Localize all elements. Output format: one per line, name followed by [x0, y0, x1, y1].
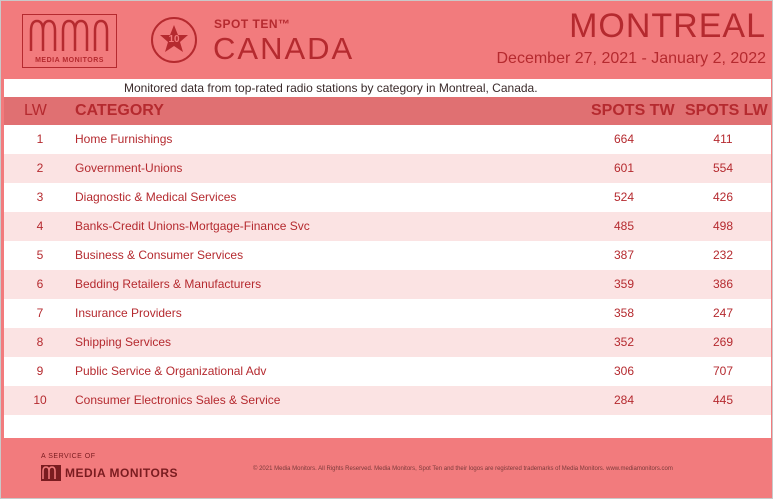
spots-tw-cell: 306 [613, 364, 635, 378]
subtitle-bar [4, 79, 771, 97]
spot-ten-label: SPOT TEN™ [214, 17, 291, 31]
rank-cell: 2 [36, 161, 44, 175]
category-cell: Diagnostic & Medical Services [75, 190, 237, 204]
category-cell: Home Furnishings [75, 132, 173, 146]
footer-brand: MEDIA MONITORS [65, 466, 179, 480]
table-row [4, 125, 771, 154]
category-cell: Shipping Services [75, 335, 172, 349]
copyright: © 2021 Media Monitors. All Rights Reserved. Media Monitors, Spot Ten and their logos are registered trademarks of Media Monitors. www.mediamonitors.com [253, 466, 673, 472]
table-row [4, 386, 771, 415]
spot-ten-badge [151, 17, 197, 63]
rank-cell: 6 [36, 277, 44, 291]
badge-number: 10 [168, 34, 180, 45]
header [1, 1, 773, 79]
media-monitors-logo [22, 14, 117, 68]
spots-tw-cell: 352 [613, 335, 635, 349]
table-row [4, 241, 771, 270]
spots-lw-cell: 426 [712, 190, 734, 204]
category-cell: Business & Consumer Services [75, 248, 244, 262]
waveform-icon [29, 19, 111, 53]
spots-tw-cell: 524 [613, 190, 635, 204]
spots-tw-cell: 359 [613, 277, 635, 291]
category-cell: Public Service & Organizational Adv [75, 364, 267, 378]
rank-cell: 7 [36, 306, 44, 320]
table-row [4, 212, 771, 241]
spots-lw-cell: 269 [712, 335, 734, 349]
category-cell: Consumer Electronics Sales & Service [75, 393, 281, 407]
table-row [4, 328, 771, 357]
category-cell: Government-Unions [75, 161, 183, 175]
ranking-table [4, 125, 771, 438]
table-row [4, 270, 771, 299]
spots-lw-cell: 554 [712, 161, 734, 175]
country-title: CANADA [213, 31, 355, 66]
spots-lw-cell: 445 [712, 393, 734, 407]
rank-cell: 4 [36, 219, 44, 233]
rank-cell: 1 [36, 132, 44, 146]
subtitle: Monitored data from top-rated radio stations by category in Montreal, Canada. [124, 81, 538, 95]
footer [1, 438, 773, 500]
rank-cell: 8 [36, 335, 44, 349]
spots-tw-cell: 284 [613, 393, 635, 407]
spots-tw-cell: 601 [613, 161, 635, 175]
table-row [4, 357, 771, 386]
rank-cell: 9 [36, 364, 44, 378]
category-cell: Banks-Credit Unions-Mortgage-Finance Svc [75, 219, 310, 233]
header-lw: LW [24, 102, 47, 119]
table-row [4, 154, 771, 183]
table-row [4, 299, 771, 328]
spots-lw-cell: 707 [712, 364, 734, 378]
city-title: MONTREAL [569, 7, 766, 45]
spots-tw-cell: 387 [613, 248, 635, 262]
header-category: CATEGORY [75, 102, 164, 119]
rank-cell: 5 [36, 248, 44, 262]
spots-tw-cell: 358 [613, 306, 635, 320]
spots-lw-cell: 232 [712, 248, 734, 262]
header-spots-lw: SPOTS LW [685, 102, 768, 119]
spots-lw-cell: 411 [713, 132, 733, 146]
header-spots-tw: SPOTS TW [591, 102, 675, 119]
rank-cell: 3 [36, 190, 44, 204]
spots-tw-cell: 485 [613, 219, 635, 233]
media-monitors-wave-icon [41, 465, 61, 481]
spots-lw-cell: 498 [712, 219, 734, 233]
date-range: December 27, 2021 - January 2, 2022 [496, 50, 766, 67]
spots-lw-cell: 247 [712, 306, 734, 320]
category-cell: Insurance Providers [75, 306, 182, 320]
spots-tw-cell: 664 [613, 132, 635, 146]
spots-lw-cell: 386 [712, 277, 734, 291]
rank-cell: 10 [33, 393, 47, 407]
category-cell: Bedding Retailers & Manufacturers [75, 277, 262, 291]
logo-text: MEDIA MONITORS [35, 57, 104, 64]
column-header [4, 97, 771, 125]
service-label: A SERVICE OF [41, 453, 96, 460]
table-row [4, 183, 771, 212]
